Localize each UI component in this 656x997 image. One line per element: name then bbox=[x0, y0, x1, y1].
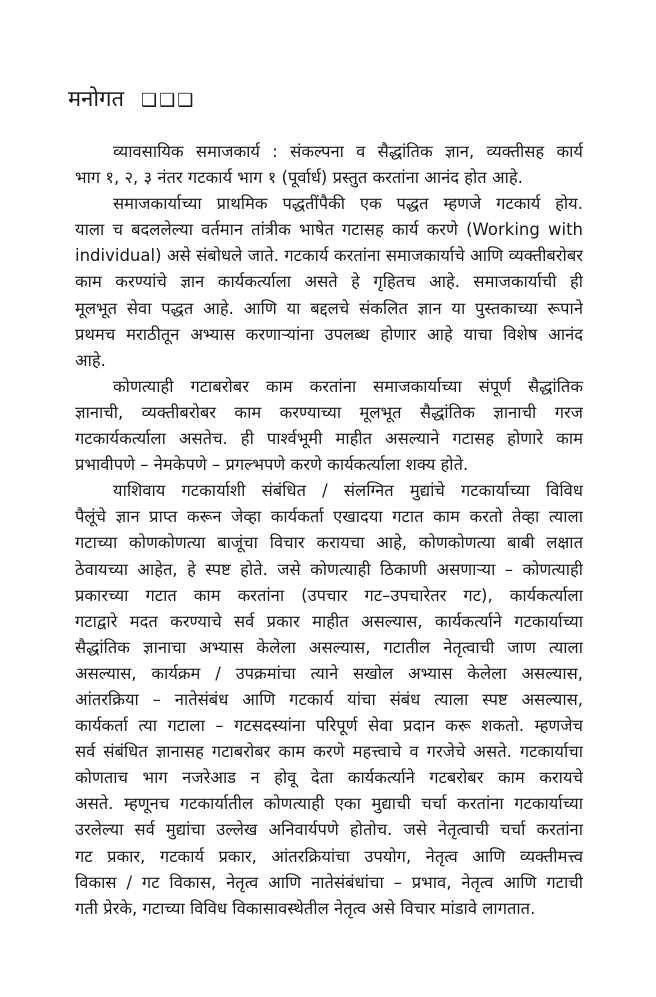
text-line: विकास / गट विकास, नेतृत्व आणि नातेसंबंधांचा – प्रभाव, नेतृत्व आणि गटाची bbox=[75, 872, 583, 892]
text-line: कोणताच भाग नजरेआड न होवू देता कार्यकर्त्याने गटबरोबर काम करायचे bbox=[75, 768, 583, 788]
text-line: गट प्रकार, गटकार्य प्रकार, आंतरक्रियांचा उपयोग, नेतृत्व आणि व्यक्तीमत्त्व bbox=[75, 846, 583, 866]
text-line: गटकार्यकर्त्याला असतेच. ही पार्श्वभूमी माहीत असल्याने गटासह होणारे काम bbox=[75, 429, 583, 449]
text-line: ज्ञानाची, व्यक्तीबरोबर काम करण्याच्या मूलभूत सैद्धांतिक ज्ञानाची गरज bbox=[75, 402, 583, 422]
text-line: आंतरक्रिया – नातेसंबंध आणि गटकार्य यांचा संबंध त्याला स्पष्ट असल्यास, bbox=[75, 689, 583, 709]
text-line: गटाच्या कोणकोणत्या बाजूंचा विचार करायचा आहे, कोणकोणत्या बाबी लक्षात bbox=[75, 533, 583, 553]
text-line: आहे. bbox=[75, 350, 106, 370]
text-line: कोणत्याही गटाबरोबर काम करतांना समाजकार्याच्या संपूर्ण सैद्धांतिक bbox=[113, 376, 583, 396]
text-line: प्रथमच मराठीतून अभ्यास करणाऱ्यांना उपलब्ध होणार आहे याचा विशेष आनंद bbox=[75, 324, 583, 344]
text-line: असल्यास, कार्यक्रम / उपक्रमांचा त्याने सखोल अभ्यास केलेला असल्यास, bbox=[75, 663, 583, 683]
text-line: काम करण्यांचे ज्ञान कार्यकर्त्याला असते हे गृहितच आहे. समाजकार्याची ही bbox=[75, 272, 583, 292]
heading-title: मनोगत bbox=[68, 87, 124, 112]
text-line: उरलेल्या सर्व मुद्यांचा उल्लेख अनिवार्यपणे होतोच. जसे नेतृत्वाची चर्चा करतांना bbox=[75, 820, 583, 840]
text-line: असते. म्हणूनच गटकार्यातील कोणत्याही एका मुद्याची चर्चा करतांना गटकार्याच्या bbox=[75, 794, 583, 814]
text-line: गटाद्वारे मदत करण्याचे सर्व प्रकार माहीत असल्यास, कार्यकर्त्याने गटकार्याच्या bbox=[75, 611, 583, 631]
text-line: भाग १, २, ३ नंतर गटकार्य भाग १ (पूर्वार्ध) प्रस्तुत करतांना आनंद होत आहे. bbox=[75, 168, 523, 188]
text-line: प्रकारच्या गटात काम करतांना (उपचार गट–उपचारेतर गट), कार्यकर्त्याला bbox=[75, 585, 583, 605]
text-line: व्यावसायिक समाजकार्य : संकल्पना व सैद्धांतिक ज्ञान, व्यक्तीसह कार्य bbox=[113, 142, 583, 161]
heading-ornament-icon: ❑❑❑ bbox=[141, 90, 196, 111]
text-line: प्रभावीपणे – नेमकेपणे – प्रगल्भपणे करणे कार्यकर्त्याला शक्य होते. bbox=[75, 455, 469, 475]
text-line: सैद्धांतिक ज्ञानाचा अभ्यास केलेला असल्यास, गटातील नेतृत्वाची जाण त्याला bbox=[75, 637, 583, 657]
page-heading bbox=[68, 86, 195, 115]
text-line: पैलूंचे ज्ञान प्राप्त करून जेव्हा कार्यकर्ता एखादया गटात काम करतो तेव्हा त्याला bbox=[75, 507, 583, 527]
text-line: याला च बदललेल्या वर्तमान तांत्रीक भाषेत गटासह कार्य करणे (Working with bbox=[75, 220, 583, 240]
text-line: समाजकार्याच्या प्राथमिक पद्धतींपैकी एक पद्धत म्हणजे गटकार्य होय. bbox=[113, 194, 583, 214]
text-line: कार्यकर्ता त्या गटाला – गटसदस्यांना परिपूर्ण सेवा प्रदान करू शकतो. म्हणजेच bbox=[75, 716, 583, 736]
text-line: मूलभूत सेवा पद्धत आहे. आणि या बद्दलचे संकलित ज्ञान या पुस्तकाच्या रूपाने bbox=[75, 298, 583, 318]
text-line: गती प्रेरके, गटाच्या विविध विकासावस्थेतील नेतृत्व असे विचार मांडावे लागतात. bbox=[75, 898, 536, 918]
text-line: सर्व संबंधित ज्ञानासह गटाबरोबर काम करणे महत्त्वाचे व गरजेचे असते. गटकार्याचा bbox=[75, 742, 583, 762]
document-body bbox=[75, 139, 583, 922]
text-line: individual) असे संबोधले जाते. गटकार्य करतांना समाजकार्याचे आणि व्यक्तीबरोबर bbox=[75, 246, 583, 266]
text-line: याशिवाय गटकार्याशी संबंधित / संलग्नित मुद्यांचे गटकार्याच्या विविध bbox=[113, 481, 583, 501]
text-line: ठेवायच्या आहेत, हे स्पष्ट होते. जसे कोणत्याही ठिकाणी असणाऱ्या – कोणत्याही bbox=[75, 559, 583, 579]
